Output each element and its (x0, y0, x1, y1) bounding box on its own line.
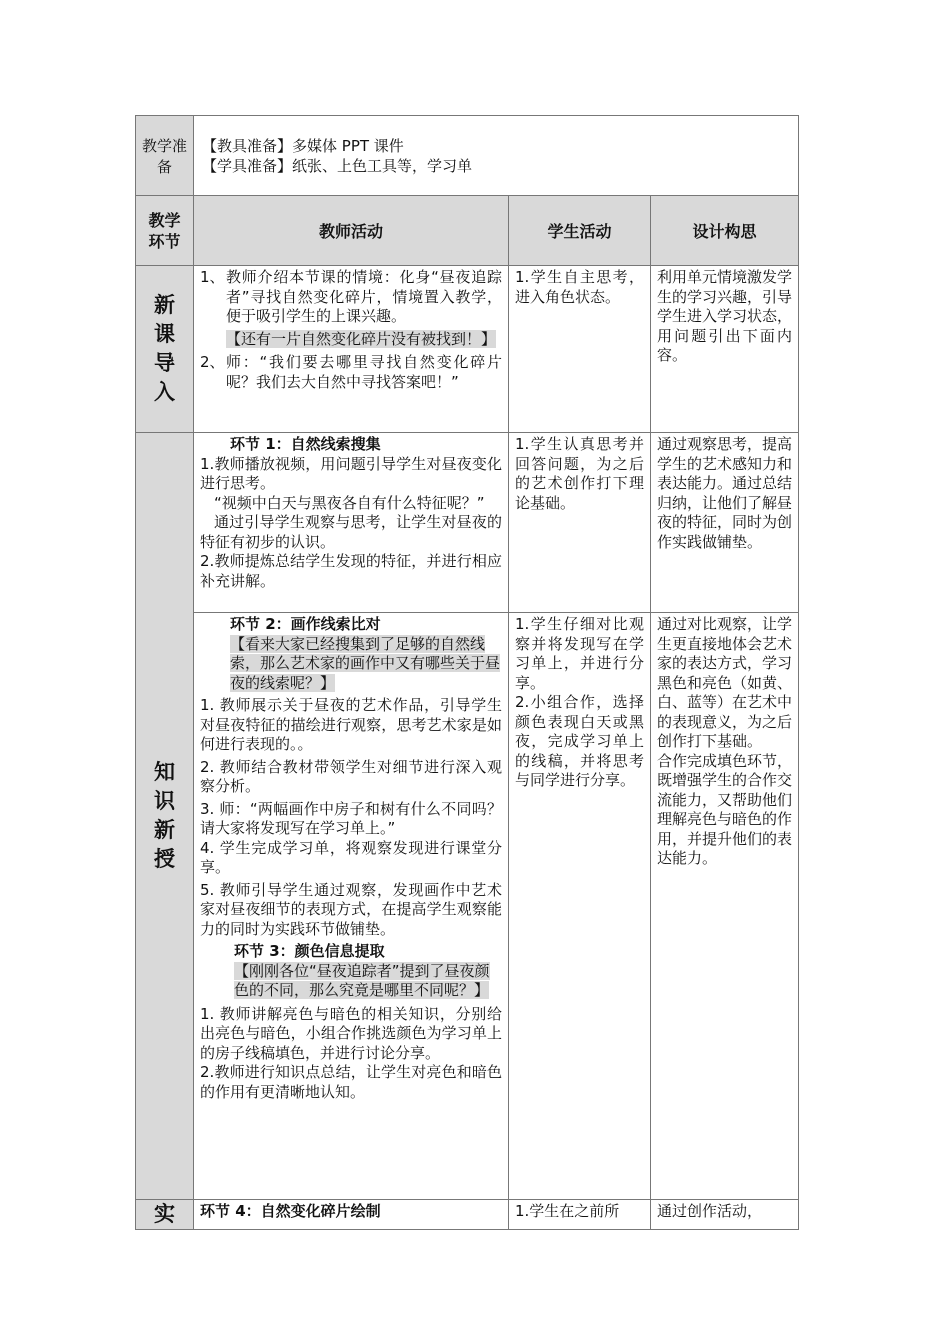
intro-teacher (194, 266, 509, 433)
stage-intro (136, 266, 194, 433)
header-stage-line2: 环节 (148, 231, 181, 251)
intro-student: 1.学生自主思考，进入角色状态。 (509, 266, 651, 433)
prep-content (194, 116, 799, 196)
s2-design-1: 通过对比观察，让学生更直接地体会艺术家的表达方式，学习黑色和亮色（如黄、白、蓝等）在艺术中的表现意义，为之后创作打下基础。 (657, 615, 793, 750)
s4-title: 环节 4：自然变化碎片绘制 (194, 1200, 509, 1230)
prep-teaching-tools: 【教具准备】多媒体 PPT 课件 (202, 137, 404, 155)
s1-student: 1.学生认真思考并回答问题，为之后的艺术创作打下理论基础。 (509, 433, 651, 613)
knowledge-row-2 (136, 613, 799, 1200)
stage-char: 识 (154, 789, 175, 813)
s1-design: 通过观察思考，提高学生的艺术感知力和表达能力。通过总结归纳，让他们了解昼夜的特征，同时为创作实践做铺垫。 (651, 433, 799, 613)
s1-teacher (194, 433, 509, 613)
practice-design: 通过创作活动， (651, 1200, 799, 1230)
s3-p1: 1. 教师讲解亮色与暗色的相关知识，分别给出亮色与暗色，小组合作挑选颜色为学习单上的房子线稿填色，并进行讨论分享。 (200, 1004, 502, 1062)
header-design: 设计构思 (651, 196, 799, 266)
s2-design (651, 613, 799, 1200)
intro-design: 利用单元情境激发学生的学习兴趣，引导学生进入学习状态，用问题引出下面内容。 (651, 266, 799, 433)
s1-title: 环节 1：自然线索搜集 (230, 435, 381, 453)
practice-student: 1.学生在之前所 (509, 1200, 651, 1230)
intro-item-2 (200, 353, 502, 392)
intro-quote: 【还有一片自然变化碎片没有被找到！】 (226, 329, 497, 348)
header-student: 学生活动 (509, 196, 651, 266)
lesson-plan-table (135, 115, 799, 1230)
s2-p3: 3. 师：“两幅画作中房子和树有什么不同吗？请大家将发现写在学习单上。” (200, 799, 502, 837)
practice-row (136, 1200, 799, 1230)
prep-row (136, 116, 799, 196)
s3-quote: 【刚刚各位“昼夜追踪者”提到了昼夜颜色的不同，那么究竟是哪里不同呢？】 (234, 961, 490, 999)
item-number: 2、 (200, 353, 225, 371)
prep-label: 教学准备 (136, 116, 194, 196)
s2-design-2: 合作完成填色环节，既增强学生的合作交流能力，又帮助他们理解亮色与暗色的作用，并提升他们的表达能力。 (657, 751, 793, 867)
intro-row (136, 266, 799, 433)
header-row (136, 196, 799, 266)
s3-title: 环节 3：颜色信息提取 (234, 942, 385, 960)
prep-student-tools: 【学具准备】纸张、上色工具等，学习单 (202, 157, 473, 175)
s2-student-1: 1.学生仔细对比观察并将发现写在学习单上，并进行分享。 (515, 615, 644, 692)
s2-p1: 1. 教师展示关于昼夜的艺术作品，引导学生对昼夜特征的描绘进行观察，思考艺术家是如何进行表现的。。 (200, 696, 502, 753)
s3-p2: 2.教师进行知识点总结，让学生对亮色和暗色的作用有更清晰地认知。 (200, 1063, 502, 1101)
item-number: 1、 (200, 268, 225, 286)
s2-teacher (194, 613, 509, 1200)
stage-practice: 实 (136, 1200, 194, 1230)
stage-char: 授 (154, 847, 175, 871)
s1-p1: 1.教师播放视频，用问题引导学生对昼夜变化进行思考。 (200, 454, 502, 492)
s1-p2: “视频中白天与黑夜各自有什么特征呢？” (214, 493, 485, 512)
intro-text-1: 教师介绍本节课的情境：化身“昼夜追踪者”寻找自然变化碎片，情境置入教学，便于吸引学生的上课兴趣。 (226, 268, 502, 325)
stage-char: 新 (154, 293, 175, 317)
header-stage-line1: 教学 (148, 210, 181, 230)
stage-char: 导 (154, 351, 175, 375)
stage-char: 知 (154, 760, 175, 784)
s2-title: 环节 2：画作线索比对 (230, 615, 381, 633)
stage-char: 新 (154, 818, 175, 842)
stage-char: 课 (154, 322, 175, 346)
stage-knowledge (136, 433, 194, 1200)
s2-student-2: 2.小组合作，选择颜色表现白天或黑夜，完成学习单上的线稿，并将思考与同学进行分享。 (515, 693, 644, 789)
header-stage (136, 196, 194, 266)
s2-p2: 2. 教师结合教材带领学生对细节进行深入观察分析。 (200, 757, 502, 795)
knowledge-row-1 (136, 433, 799, 613)
s2-student (509, 613, 651, 1200)
intro-text-2: 师：“我们要去哪里寻找自然变化碎片呢？我们去大自然中寻找答案吧！” (226, 353, 502, 391)
s2-p4: 4. 学生完成学习单，将观察发现进行课堂分享。 (200, 838, 502, 876)
s1-p3: 通过引导学生观察与思考，让学生对昼夜的特征有初步的认识。 (200, 513, 502, 551)
stage-char: 入 (154, 380, 175, 404)
s2-p5: 5. 教师引导学生通过观察，发现画作中艺术家对昼夜细节的表现方式，在提高学生观察能力的同时为实践环节做铺垫。 (200, 880, 502, 938)
s2-quote: 【看来大家已经搜集到了足够的自然线索，那么艺术家的画作中又有哪些关于昼夜的线索呢？】 (230, 634, 501, 692)
intro-item-1 (200, 268, 502, 349)
s1-p4: 2.教师提炼总结学生发现的特征，并进行相应补充讲解。 (200, 552, 502, 590)
header-teacher: 教师活动 (194, 196, 509, 266)
